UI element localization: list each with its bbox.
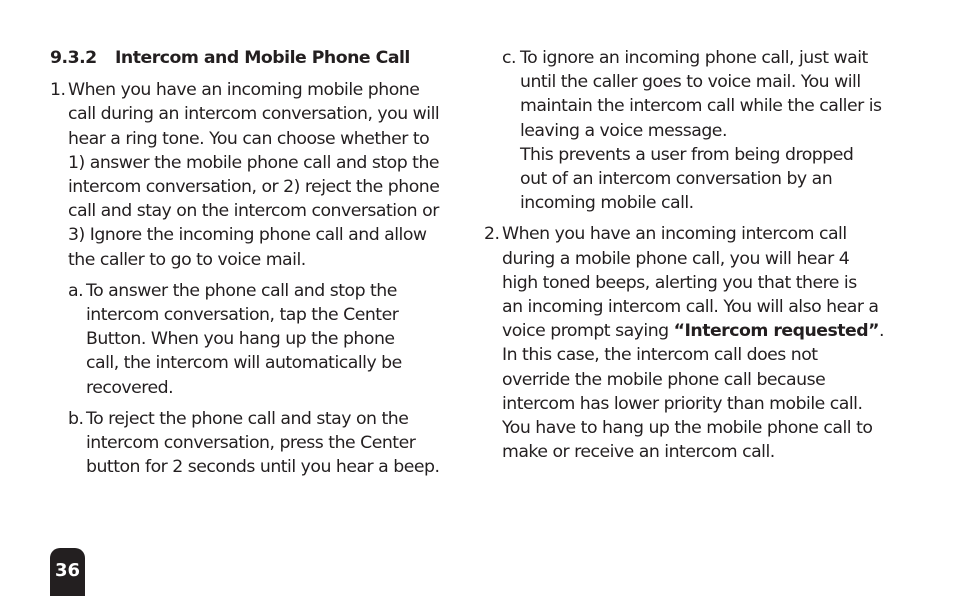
text-line: make or receive an intercom call. [502,442,775,463]
section-title: Intercom and Mobile Phone Call [115,48,410,68]
text-line: incoming mobile call. [520,193,694,214]
text-line: You have to hang up the mobile phone call to [502,418,873,439]
text-line: To ignore an incoming phone call, just wait [520,48,868,68]
text-line: leaving a voice message. [520,120,727,141]
section-number: 9.3.2 [50,48,97,68]
text-line: call, the intercom will automatically be [86,353,402,374]
text-line: intercom conversation, tap the Center [86,305,399,326]
list-item-a [50,279,450,400]
text-line: maintain the intercom call while the caller is [520,96,882,117]
text-line: until the caller goes to voice mail. You will [520,72,861,93]
list-item-b [50,407,450,480]
text-line: 1) answer the mobile phone call and stop the [68,152,440,173]
text-line: In this case, the intercom call does not [502,345,818,366]
text-line: intercom conversation, press the Center [86,433,416,454]
text-line: 3) Ignore the incoming phone call and allow [68,225,427,246]
text-line: button for 2 seconds until you hear a beep. [86,457,440,478]
voice-prompt-name: “Intercom requested” [673,321,879,342]
text-line: This prevents a user from being dropped [520,144,854,165]
section-heading [50,46,450,70]
text-line: override the mobile phone call because [502,369,826,390]
text-line: To reject the phone call and stay on the [86,408,409,429]
list-marker: 2. [484,224,500,245]
text-line: call during an intercom conversation, you will [68,104,440,125]
text-line: Button. When you hang up the phone [86,329,395,350]
list-marker: c. [502,48,516,68]
text-line: high toned beeps, alerting you that there is [502,272,857,293]
prompt-suffix: . [878,321,884,342]
text-line: an incoming intercom call. You will also hear a [502,297,879,318]
text-line: recovered. [86,377,174,398]
text-line: To answer the phone call and stop the [86,280,397,301]
list-item-1 [50,78,450,272]
text-line: intercom conversation, or 2) reject the phone [68,177,440,198]
list-marker: 1. [50,80,66,101]
voice-prompt-line [502,319,894,343]
text-line: out of an intercom conversation by an [520,169,833,190]
text-line: intercom has lower priority than mobile call. [502,393,863,414]
list-marker: a. [68,280,84,301]
left-column [50,46,450,479]
text-line: the caller to go to voice mail. [68,249,306,270]
text-line: When you have an incoming mobile phone [68,80,420,101]
list-marker: b. [68,408,84,429]
prompt-prefix: voice prompt saying [502,321,674,342]
text-line: call and stay on the intercom conversation or [68,201,439,222]
text-line: hear a ring tone. You can choose whether to [68,128,430,149]
page-number-badge: 36 [50,548,85,596]
text-line: during a mobile phone call, you will hear 4 [502,248,850,269]
list-item-2 [484,222,894,464]
right-column [484,46,894,464]
text-line: When you have an incoming intercom call [502,224,847,245]
list-item-c [484,46,894,215]
